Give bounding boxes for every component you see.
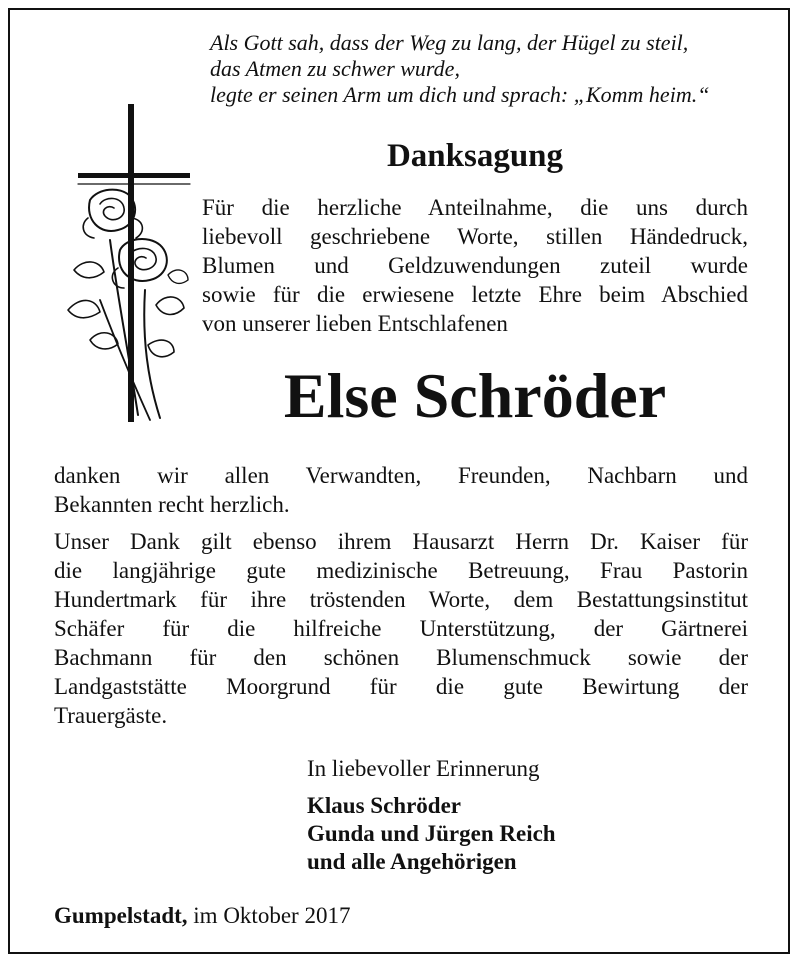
date-text: im Oktober 2017 <box>193 903 351 928</box>
gratitude-line: Trauergäste. <box>54 703 168 728</box>
signer-name: Gunda und Jürgen Reich <box>307 821 556 846</box>
intro-line: Für die herzliche Anteilnahme, die uns durch <box>202 195 748 220</box>
deceased-name: Else Schröder <box>283 360 667 431</box>
intro-line: von unserer lieben Entschlafenen <box>202 311 508 336</box>
signer-name: Klaus Schröder <box>307 793 461 818</box>
place-name: Gumpelstadt, <box>54 903 188 928</box>
gratitude-line: Bachmann für den schönen Blumenschmuck sowie der <box>54 645 748 670</box>
thanks-line: Bekannten recht herzlich. <box>54 492 290 517</box>
gratitude-line: Unser Dank gilt ebenso ihrem Hausarzt Herrn Dr. Kaiser für <box>54 529 748 554</box>
gratitude-line: Hundertmark für ihre tröstenden Worte, dem Bestattungsinstitut <box>54 587 748 612</box>
gratitude-line: Landgaststätte Moorgrund für die gute Bewirtung der <box>54 674 748 699</box>
cross-with-roses-icon <box>60 100 200 430</box>
gratitude-line: Schäfer für die hilfreiche Unterstützung, der Gärtnerei <box>54 616 748 641</box>
signer-name: und alle Angehörigen <box>307 849 517 874</box>
thanks-paragraph <box>54 461 748 519</box>
intro-line: liebevoll geschriebene Worte, stillen Händedruck, <box>202 224 748 249</box>
place-date <box>54 902 350 930</box>
gratitude-paragraph <box>54 527 748 730</box>
poem-quote <box>210 30 770 108</box>
intro-line: sowie für die erwiesene letzte Ehre beim Abschied <box>202 282 748 307</box>
heading: Danksagung <box>386 138 564 174</box>
poem-line: das Atmen zu schwer wurde, <box>210 56 460 81</box>
closing-phrase: In liebevoller Erinnerung <box>307 756 540 781</box>
intro-line: Blumen und Geldzuwendungen zuteil wurde <box>202 253 748 278</box>
poem-line: legte er seinen Arm um dich und sprach: „Komm heim.“ <box>210 82 710 107</box>
gratitude-line: die langjährige gute medizinische Betreuung, Frau Pastorin <box>54 558 748 583</box>
signers-list <box>307 792 556 876</box>
poem-line: Als Gott sah, dass der Weg zu lang, der Hügel zu steil, <box>210 30 689 55</box>
intro-paragraph <box>202 193 748 338</box>
thanks-line: danken wir allen Verwandten, Freunden, Nachbarn und <box>54 463 748 488</box>
